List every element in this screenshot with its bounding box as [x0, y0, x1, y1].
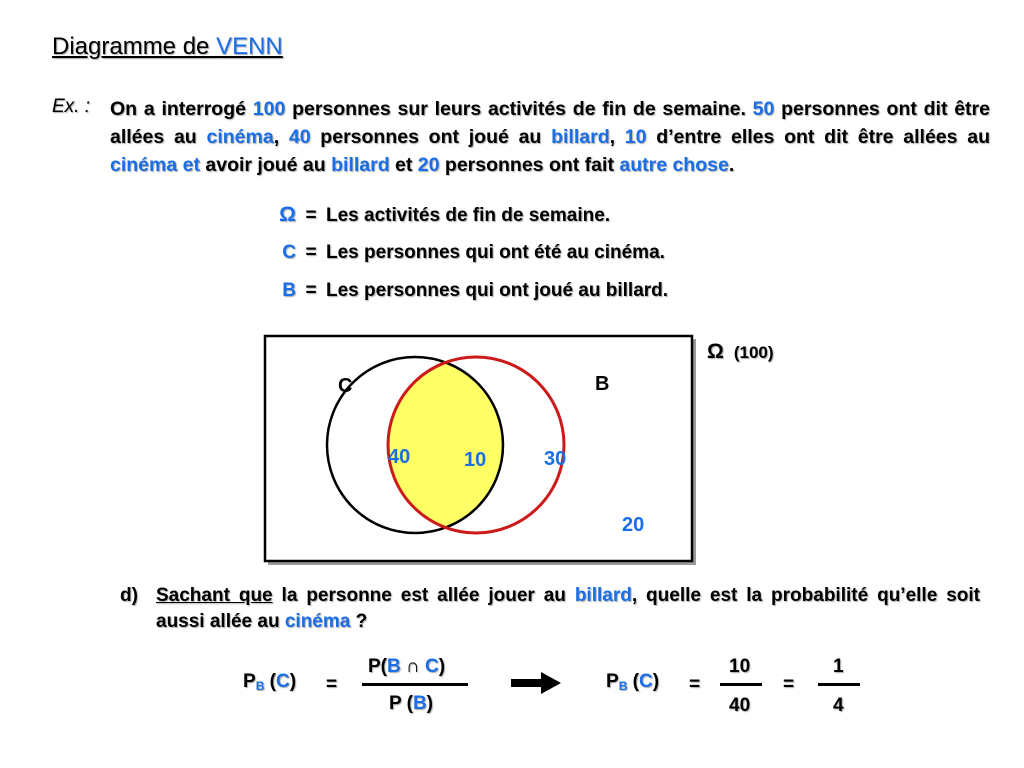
universe-total: (100)	[733, 343, 774, 362]
only-c-value: 40	[388, 446, 411, 468]
formula-p: P	[606, 671, 619, 692]
definition-b	[262, 280, 668, 302]
formula-text: P(	[368, 656, 387, 677]
highlighted-term: 10	[624, 126, 647, 148]
definition-text: Les personnes qui ont joué au billard.	[326, 280, 669, 301]
intro-paragraph	[110, 95, 990, 179]
highlighted-term: 40	[288, 126, 311, 148]
fraction1-denominator: 40	[729, 695, 751, 716]
text-run: d’entre elles ont dit être allées au	[646, 126, 990, 148]
text-run: ,	[273, 126, 289, 148]
fraction-line	[362, 683, 468, 686]
question-letter: d)	[120, 585, 138, 606]
fraction-line	[720, 683, 762, 686]
page-title	[52, 33, 283, 61]
formula-text: )	[426, 693, 433, 714]
formula-rhs	[606, 671, 659, 693]
example-label: Ex. :	[52, 96, 91, 117]
formula-c: C	[425, 656, 439, 677]
highlighted-term: cinéma	[284, 611, 351, 632]
definition-text: Les activités de fin de semaine.	[326, 205, 611, 226]
formula-intersection-symbol: ∩	[400, 656, 426, 677]
fraction2-denominator: 4	[833, 695, 844, 716]
formula-lhs	[243, 671, 296, 693]
definition-symbol-c: C	[282, 242, 296, 263]
only-b-value: 30	[544, 448, 567, 470]
text-run: la personne est allée jouer au	[272, 585, 575, 606]
question-text	[156, 583, 980, 635]
title-prefix: Diagramme de	[52, 33, 217, 60]
text-run: personnes ont fait	[439, 154, 620, 176]
definition-symbol-b: B	[282, 280, 296, 301]
set-b-label: B	[595, 373, 610, 395]
text-run: et	[389, 154, 418, 176]
definition-text: Les personnes qui ont été au cinéma.	[326, 242, 665, 263]
text-run: , quelle est la probabilité qu’elle soit aussi allée au	[156, 585, 980, 632]
set-c-label: C	[338, 375, 353, 397]
omega-symbol: Ω	[707, 340, 724, 363]
highlighted-term: cinéma	[206, 126, 274, 148]
highlighted-term: 50	[752, 98, 775, 120]
highlighted-term: autre chose	[619, 154, 729, 176]
fraction1-numerator: 10	[729, 656, 751, 677]
underlined-phrase: Sachant que	[156, 585, 273, 606]
formula-equals: =	[326, 674, 338, 695]
text-run: avoir joué au	[199, 154, 332, 176]
fraction2-numerator: 1	[833, 656, 844, 677]
highlighted-term: billard	[331, 154, 390, 176]
definition-equals: =	[305, 242, 317, 263]
definition-symbol-omega: Ω	[279, 203, 296, 226]
title-highlight: VENN	[216, 33, 283, 60]
formula-equals: =	[783, 674, 795, 695]
outside-value: 20	[622, 514, 645, 536]
venn-diagram	[262, 333, 702, 569]
text-run: personnes ont joué au	[310, 126, 552, 148]
definition-equals: =	[305, 280, 317, 301]
text-run: On a interrogé	[110, 98, 253, 120]
highlighted-term: 100	[252, 98, 286, 120]
formula-numerator	[368, 656, 445, 678]
formula-subscript-b: B	[618, 679, 628, 693]
formula-b: B	[412, 693, 427, 714]
text-run: ,	[609, 126, 625, 148]
formula-subscript-b: B	[255, 679, 265, 693]
highlighted-term: cinéma et	[110, 154, 200, 176]
formula-text: P (	[389, 693, 413, 714]
formula-p: P	[243, 671, 256, 692]
formula-paren: (	[264, 671, 276, 692]
formula-denominator	[389, 693, 433, 715]
fraction-line	[818, 683, 860, 686]
highlighted-term: billard	[574, 585, 632, 606]
text-run: .	[728, 154, 735, 176]
text-run: personnes sur leurs activités de fin de semaine.	[285, 98, 753, 120]
highlighted-term: billard	[551, 126, 610, 148]
highlighted-term: 20	[417, 154, 440, 176]
formula-c: C	[638, 671, 653, 692]
definition-equals: =	[305, 205, 317, 226]
formula-c: C	[275, 671, 290, 692]
text-run: ?	[350, 611, 368, 632]
formula-text: )	[438, 656, 446, 677]
formula-paren: )	[652, 671, 660, 692]
formula-paren: )	[289, 671, 297, 692]
universe-label	[707, 340, 774, 364]
definition-omega	[262, 203, 610, 227]
formula-b: B	[387, 656, 401, 677]
formula-paren: (	[627, 671, 639, 692]
formula-equals: =	[689, 674, 701, 695]
text-run: personnes ont dit être allées au	[110, 98, 990, 148]
question-d	[120, 583, 980, 635]
arrow-right-icon	[511, 672, 561, 694]
definition-c	[262, 242, 665, 264]
intersection-value: 10	[464, 449, 487, 471]
